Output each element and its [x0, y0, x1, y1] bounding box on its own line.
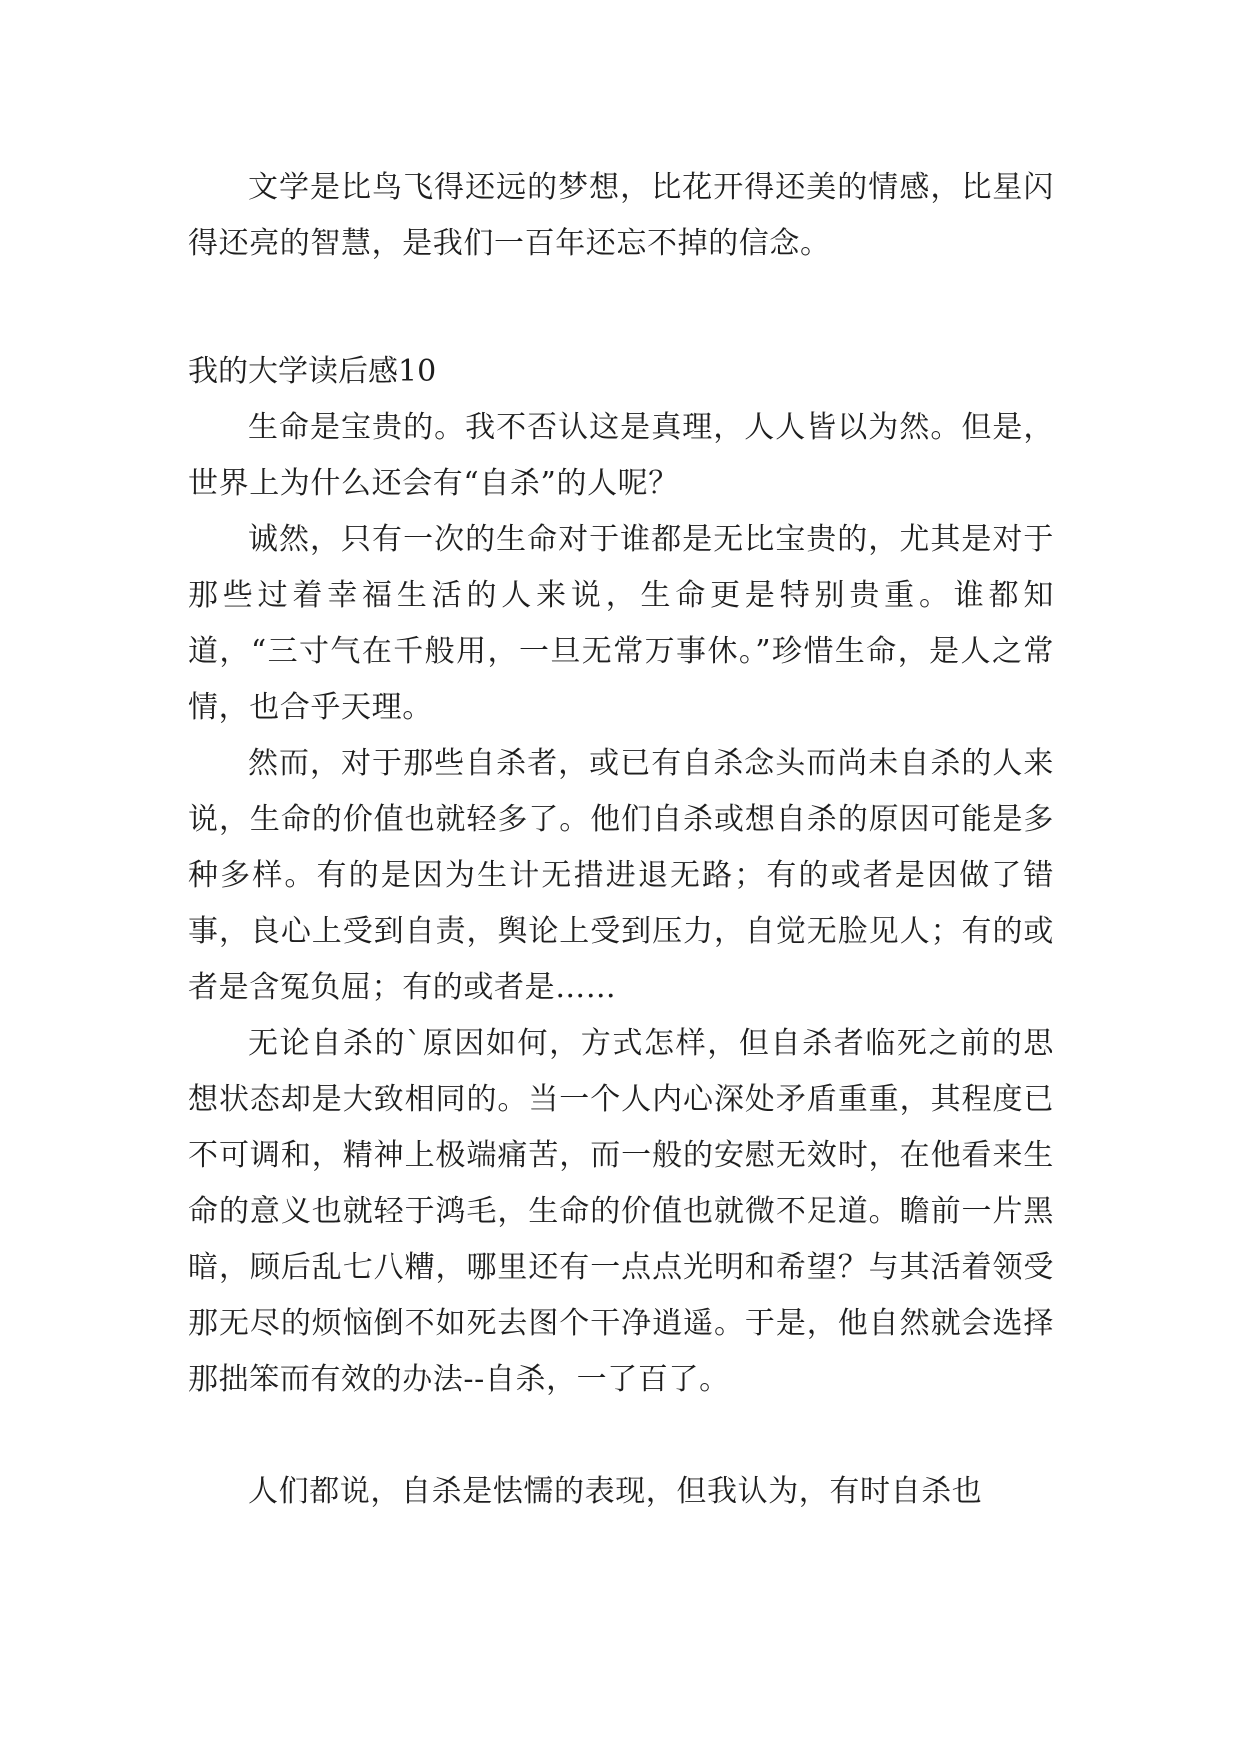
paragraph-4: 无论自杀的`原因如何，方式怎样，但自杀者临死之前的思想状态却是大致相同的。当一个人内心深处矛盾重重，其程度已不可调和，精神上极端痛苦，而一般的安慰无效时，在他看来生命的意义也就轻于鸿毛，生命的价值也就微不足道。瞻前一片黑暗，顾后乱七八糟，哪里还有一点点光明和希望？与其活着领受那无尽的烦恼倒不如死去图个干净逍遥。于是，他自然就会选择那拙笨而有效的办法--自杀，一了百了。: [188, 1026, 1054, 1397]
paragraph-1: 生命是宝贵的。我不否认这是真理，人人皆以为然。但是，世界上为什么还会有“自杀”的人呢？: [188, 410, 1054, 501]
section-title: 我的大学读后感10: [188, 354, 437, 389]
intro-paragraph: 文学是比鸟飞得还远的梦想，比花开得还美的情感，比星闪得还亮的智慧，是我们一百年还忘不掉的信念。: [188, 170, 1054, 261]
paragraph-2: 诚然，只有一次的生命对于谁都是无比宝贵的，尤其是对于那些过着幸福生活的人来说，生命更是特别贵重。谁都知道，“三寸气在千般用，一旦无常万事休。”珍惜生命，是人之常情，也合乎天理。: [188, 522, 1054, 725]
paragraph-5: 人们都说，自杀是怯懦的表现，但我认为，有时自杀也: [248, 1474, 983, 1509]
paragraph-3: 然而，对于那些自杀者，或已有自杀念头而尚未自杀的人来说，生命的价值也就轻多了。他们自杀或想自杀的原因可能是多种多样。有的是因为生计无措进退无路；有的或者是因做了错事，良心上受到自责，舆论上受到压力，自觉无脸见人；有的或者是含冤负屈；有的或者是……: [188, 746, 1054, 1005]
